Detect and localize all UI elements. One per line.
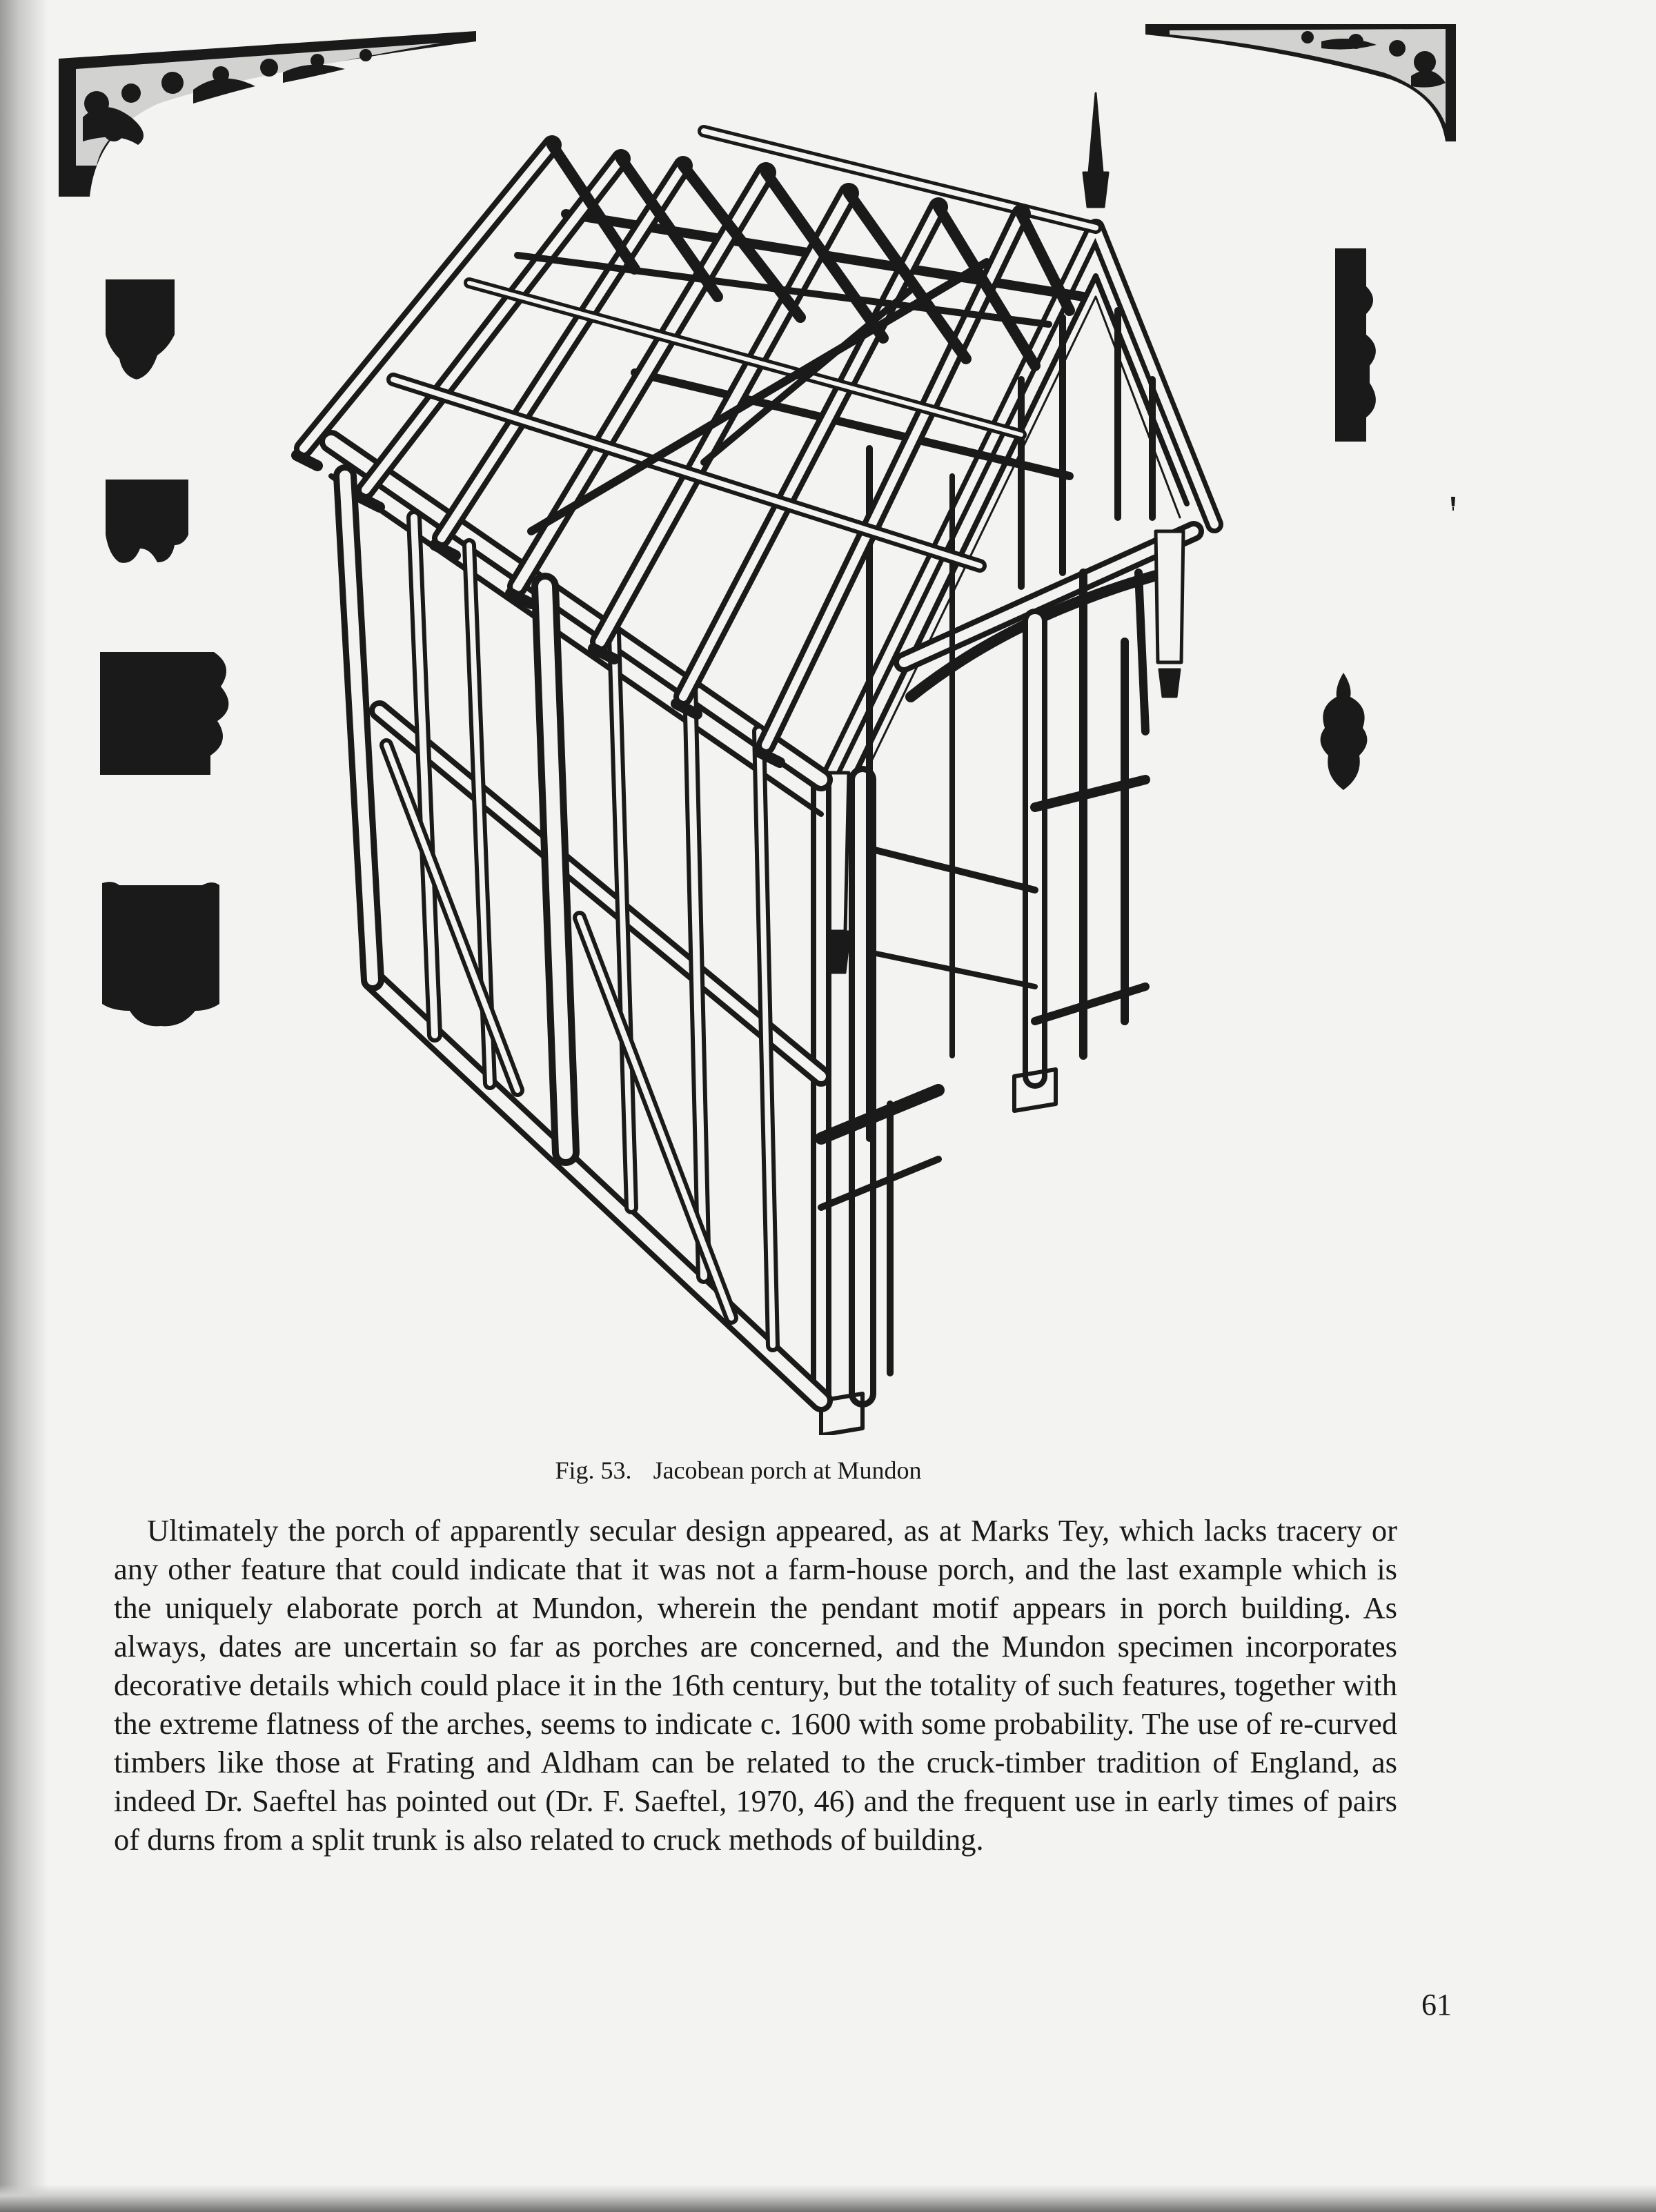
stray-mark: [1449, 497, 1457, 511]
porch-drawing: [290, 90, 1256, 1435]
page-number: 61: [1421, 1988, 1452, 2022]
pendant-ornament: [1314, 673, 1373, 790]
body-paragraph: Ultimately the porch of apparently secular design appeared, as at Marks Tey, which lacks tracery or any other feature that could indicate that it was not a farm-house porch, and the last example which is the uniquely elaborate porch at Mundon, wherein the pendant motif appears in porch building. As always, dates are uncertain so far as porches are concerned, and the Mundon specimen incorporates decorative details which could place it in the 16th century, but the totality of such features, together with the extreme flatness of the arches, seems to indicate c. 1600 with some probability. The use of re-curved timbers like those at Frating and Aldham can be related to the cruck-timber tradition of England, as indeed Dr. Saeftel has pointed out (Dr. F. Saeftel, 1970, 46) and the frequent use in early times of pairs of durns from a split trunk is also related to cruck methods of building.: [114, 1513, 1397, 1857]
moulding-profile-3: [97, 652, 238, 776]
moulding-profile-5: [1332, 245, 1383, 445]
moulding-profile-4: [99, 880, 223, 1028]
moulding-profile-2: [102, 480, 192, 569]
figure-caption: [0, 1456, 1477, 1485]
figure-number: Fig. 53.: [555, 1456, 632, 1484]
moulding-profile-1: [102, 279, 178, 383]
page-gutter-shadow: [0, 0, 48, 2212]
figure-title: Jacobean porch at Mundon: [653, 1456, 922, 1484]
page-bottom-shadow: [0, 2184, 1656, 2212]
